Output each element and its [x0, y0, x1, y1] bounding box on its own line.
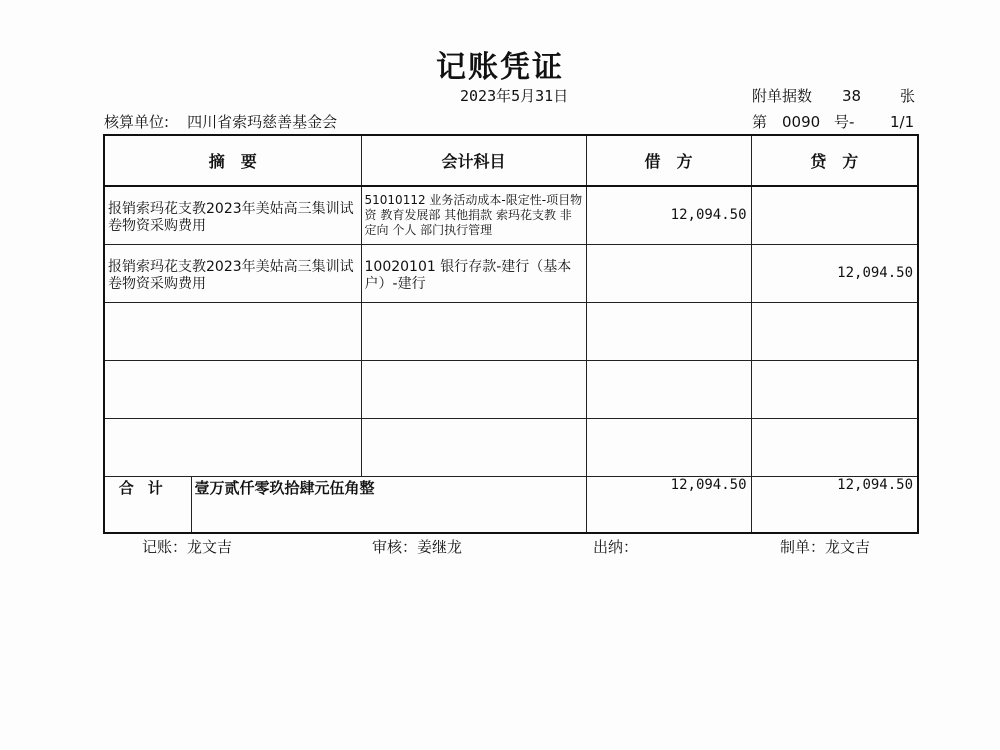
cashier-signature: 出纳： — [593, 538, 639, 556]
total-row — [104, 477, 918, 534]
table-row-empty — [104, 361, 918, 419]
row-subject: 10020101 银行存款-建行（基本户）-建行 — [361, 245, 586, 303]
unit-label: 核算单位: — [104, 113, 170, 131]
row-credit — [751, 186, 918, 245]
total-debit: 12,094.50 — [586, 477, 751, 534]
reviewer-signature: 审核：姜继龙 — [372, 538, 463, 556]
voucher-no-suffix: 号- — [834, 113, 855, 131]
row-debit: 12,094.50 — [586, 186, 751, 245]
header-credit: 贷 方 — [751, 135, 918, 186]
table-header-row — [104, 135, 918, 186]
row-credit: 12,094.50 — [751, 245, 918, 303]
voucher-title: 记账凭证 — [436, 50, 564, 85]
unit-name: 四川省索玛慈善基金会 — [187, 113, 338, 131]
voucher-date: 2023年5月31日 — [460, 87, 569, 105]
attachments-label: 附单据数 — [752, 87, 813, 105]
row-summary: 报销索玛花支教2023年美姑高三集训试卷物资采购费用 — [104, 245, 361, 303]
voucher-page: 1/1 — [890, 113, 915, 131]
table-row — [104, 186, 918, 245]
table-row-empty — [104, 419, 918, 477]
accounting-unit-line — [104, 111, 337, 132]
total-credit: 12,094.50 — [751, 477, 918, 534]
bookkeeper-signature: 记账：龙文吉 — [142, 538, 233, 556]
preparer-signature: 制单：龙文吉 — [780, 538, 871, 556]
voucher-table — [103, 134, 919, 534]
header-summary: 摘 要 — [104, 135, 361, 186]
total-amount-words: 壹万贰仟零玖拾肆元伍角整 — [191, 477, 586, 534]
total-label: 合计 — [104, 477, 191, 534]
table-row — [104, 245, 918, 303]
row-subject: 51010112 业务活动成本-限定性-项目物资 教育发展部 其他捐款 索玛花支教 非定向 个人 部门执行管理 — [361, 186, 586, 245]
voucher-no-value: 0090 — [782, 113, 821, 131]
voucher-number-line — [752, 111, 914, 132]
voucher-no-prefix: 第 — [752, 113, 768, 131]
attachments-unit: 张 — [900, 87, 916, 105]
attachments-count: 38 — [842, 87, 862, 105]
header-subject: 会计科目 — [361, 135, 586, 186]
row-debit — [586, 245, 751, 303]
table-row-empty — [104, 303, 918, 361]
header-debit: 借 方 — [586, 135, 751, 186]
attachments-count-line — [752, 85, 915, 106]
row-summary: 报销索玛花支教2023年美姑高三集训试卷物资采购费用 — [104, 186, 361, 245]
